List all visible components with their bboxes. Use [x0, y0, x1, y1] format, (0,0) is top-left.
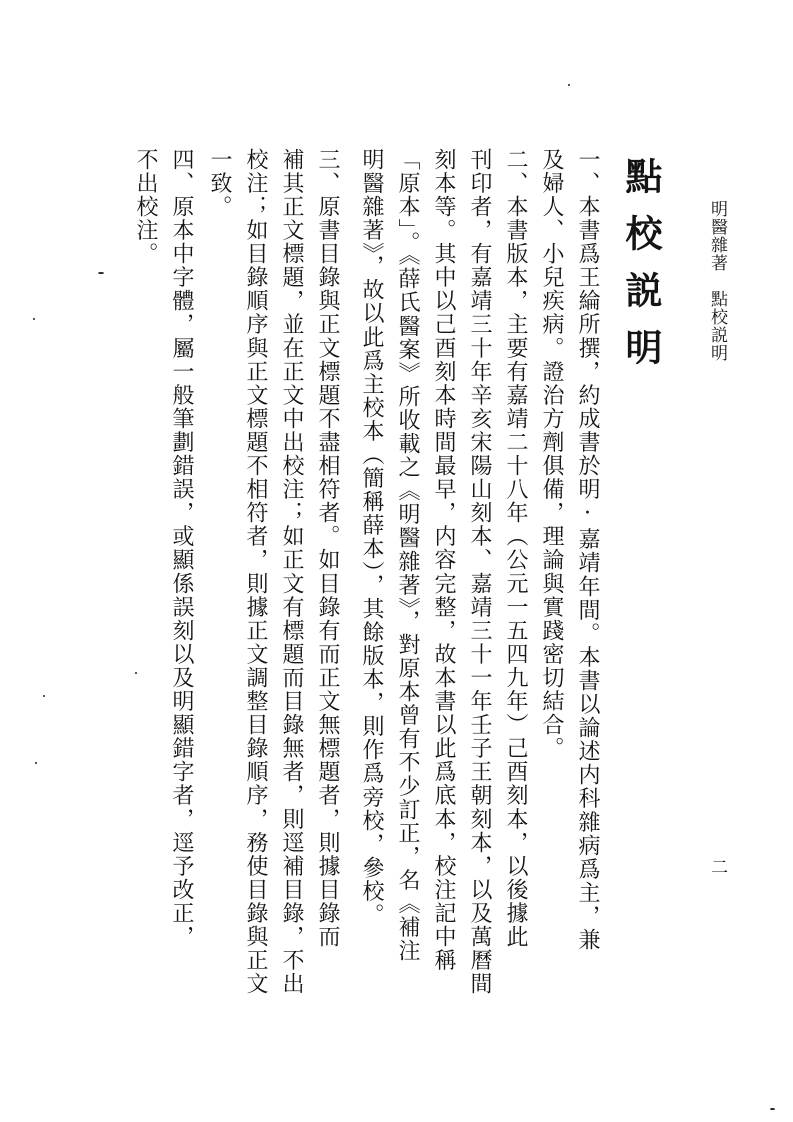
text-line: 「原本」。《薛氏醫案》所收載之《明醫雜著》，對原本曾有不少訂正，名《補注: [395, 148, 420, 963]
text-line: 刻本等。其中以己酉刻本時間最早，内容完整，故本書以此爲底本，校注記中稱: [431, 148, 456, 973]
scan-speck: [135, 672, 137, 674]
text-line: 校注；如目錄順序與正文標題不相符者，則據正文調整目錄順序，務使目錄與正文: [243, 148, 268, 996]
text-line: 及婦人、小兒疾病。證治方劑俱備，理論與實踐密切結合。: [539, 148, 564, 761]
text-line: 不出校注。: [133, 148, 158, 266]
scan-speck: [98, 272, 104, 274]
scan-speck: [35, 762, 37, 764]
scan-speck: [43, 695, 45, 697]
scan-speck: [568, 84, 570, 86]
scan-speck: [770, 1108, 775, 1110]
running-header: 明醫雜著 點校説明: [707, 200, 727, 362]
page-number: 二: [707, 858, 727, 876]
text-line: 一、本書爲王綸所撰，約成書於明·嘉靖年間。本書以論述内科雜病爲主，兼: [575, 148, 600, 952]
text-line: 二、本書版本，主要有嘉靖二十八年（公元一五四九年）己酉刻本，以後據此: [503, 148, 528, 949]
text-line: 三、原書目錄與正文標題不盡相符者。如目錄有而正文無標題者，則據目錄而: [315, 148, 340, 949]
text-line: 明醫雜著》，故以此爲主校本（簡稱薛本），其餘版本，則作爲旁校，參校。: [359, 148, 384, 927]
text-line: 四、原本中字體，屬一般筆劃錯誤，或顯係誤刻以及明顯錯字者，逕予改正，: [169, 148, 194, 949]
section-title: 點校説明: [619, 157, 663, 385]
scan-speck: [33, 318, 35, 320]
text-line: 刊印者，有嘉靖三十年辛亥宋陽山刻本、嘉靖三十一年壬子王朝刻本，以及萬曆間: [467, 148, 492, 996]
text-line: 一致。: [207, 148, 232, 219]
text-line: 補其正文標題，並在正文中出校注；如正文有標題而目錄無者，則逕補目錄，不出: [279, 148, 304, 996]
